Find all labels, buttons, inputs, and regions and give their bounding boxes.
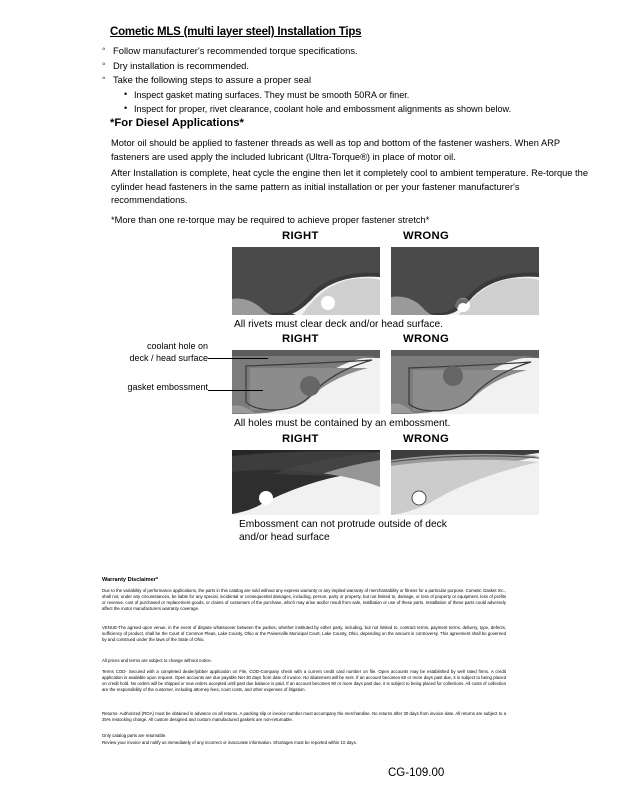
diesel-paragraph-2: After Installation is complete, heat cycle the engine then let it completely cool to ambient temperature. Re-torque the cylinder head fasteners in the same pattern as initial installation or per your fastener manufacturer's recommendations. <box>111 168 588 206</box>
warranty-paragraph-4: Terms COD- Secured with a completed dealer/jobber application on File, COD-Company check with a current credit card number on file. Open accounts may be established by well rated firms. A credit application is available upon request. Open accounts are due payable Net 30 days from date of invoice. No abatement will be sent. If an account becomes 60 or more days past due, it is subject to being placed on credit hold. No orders will be shipped or new orders accepted until past due balance is paid. If an account becomes 90 or more days past due, it is subject to being placed for collections. All costs of collection are the responsibility of the customer, including attorney fees, court costs, and other expenses of litigation. <box>102 669 506 693</box>
page-title-text: Cometic MLS (multi layer steel) Installation Tips <box>110 26 362 38</box>
diesel-paragraph-1: Motor oil should be applied to fastener threads as well as top and bottom of the fastener washers. When ARP fasteners are used apply the included lubricant (Ultra-Torque®) in place of motor oil. <box>111 138 560 162</box>
figure3-caption <box>239 518 559 544</box>
annotation-coolant-hole-line1: coolant hole on <box>146 341 208 351</box>
list-item: ◦ Follow manufacturer's recommended torque specifications. <box>102 44 602 59</box>
annotation-coolant-hole <box>100 340 208 364</box>
warranty-paragraph-3: All prices and terms are subject to change without notice. <box>102 658 212 663</box>
figure3-right-panel <box>232 450 380 515</box>
leader-line-coolant-hole <box>208 358 268 359</box>
figure3-caption-line2: and/or head surface <box>239 532 330 543</box>
list-item: ◦ Take the following steps to assure a proper seal <box>102 73 602 88</box>
figure3-wrong-panel <box>391 450 539 515</box>
rivet-clearance-correct-illustration <box>232 247 380 315</box>
installation-tips-list <box>102 44 602 116</box>
list-item: ◦ Dry installation is recommended. <box>102 59 602 74</box>
figure2-wrong-label: WRONG <box>403 333 450 345</box>
figure2-wrong-panel <box>391 350 539 414</box>
figure1-right-panel <box>232 247 380 315</box>
section-heading-diesel: *For Diesel Applications* <box>110 117 244 129</box>
list-item: • Inspect gasket mating surfaces. They must be smooth 50RA or finer. <box>124 88 602 102</box>
list-item: • Inspect for proper, rivet clearance, coolant hole and embossment alignments as shown below. <box>124 102 602 116</box>
warranty-paragraph-1: Due to the variability of performance applications, the parts in this catalog are sold without any express warranty or any implied warranty of merchantability or fitness for a particular purpose. Cometic Gasket Inc., shall not, under any circumstances, be liable for any special, incidental or consequential damages, including, person, party or property, but not limited to, damage, or loss of property or equipment, loss of profits or revenue, cost of purchased or replacement goods, or claims of customers of the purchase, which may arise and/or result from sale, instillation or use of these parts. Installation of these parts could adversely affect the motor manufacturers warranty coverage. <box>102 588 506 612</box>
warranty-paragraph-5: Returns- Authorized (ROA) must be obtained in advance on all returns. A packing slip or invoice number must accompany the merchandise. No returns after 30 days from invoice date. All returns are subject to a 25% restocking charge. All custom designed and custom manufactured gaskets are non-returnable. <box>102 711 506 723</box>
coolant-hole-embossment-correct-illustration <box>232 350 380 414</box>
embossment-protrusion-correct-illustration <box>232 450 380 515</box>
figure2-right-label: RIGHT <box>282 333 319 345</box>
figure1-right-label: RIGHT <box>282 230 319 242</box>
coolant-hole-embossment-incorrect-illustration <box>391 350 539 414</box>
diesel-paragraph-3: *More than one re-torque may be required to achieve proper fastener stretch* <box>111 215 430 225</box>
figure3-right-label: RIGHT <box>282 433 319 445</box>
embossment-protrusion-incorrect-illustration <box>391 450 539 515</box>
leader-line-gasket-embossment <box>208 390 263 391</box>
figure3-caption-line1: Embossment can not protrude outside of deck <box>239 519 447 530</box>
figure1-wrong-panel <box>391 247 539 315</box>
figure2-caption: All holes must be contained by an embossment. <box>234 418 451 429</box>
warranty-paragraph-6: Only catalog parts are returnable. <box>102 733 167 738</box>
warranty-paragraph-2: VENUE-The agreed upon venue, in the event of dispute whatsoever between the parties, whether instituted by either party, including, but not limited to, contract terms, payment terms, delivery, type, defects, sufficiency of product, shall be the Court of Common Pleas, Lake County, Ohio or the Painesville Municipal Court, Lake County, Ohio, depending on the amount in controversy. This agreement shall be governed by and construed under the laws of the State of Ohio. <box>102 625 506 643</box>
annotation-coolant-hole-line2: deck / head surface <box>129 353 208 363</box>
figure3-wrong-label: WRONG <box>403 433 450 445</box>
page-title <box>110 26 361 38</box>
warranty-paragraph-7: Review your invoice and notify us immediately of any incorrect or inaccurate information. Shortages must be reported within 10 days. <box>102 740 357 745</box>
warranty-title: Warranty Disclaimer* <box>102 577 159 583</box>
document-number: CG-109.00 <box>388 767 445 779</box>
figure1-caption: All rivets must clear deck and/or head surface. <box>234 319 443 330</box>
annotation-gasket-embossment: gasket embossment <box>127 382 208 392</box>
figure2-right-panel <box>232 350 380 414</box>
figure1-wrong-label: WRONG <box>403 230 450 242</box>
rivet-clearance-incorrect-illustration <box>391 247 539 315</box>
